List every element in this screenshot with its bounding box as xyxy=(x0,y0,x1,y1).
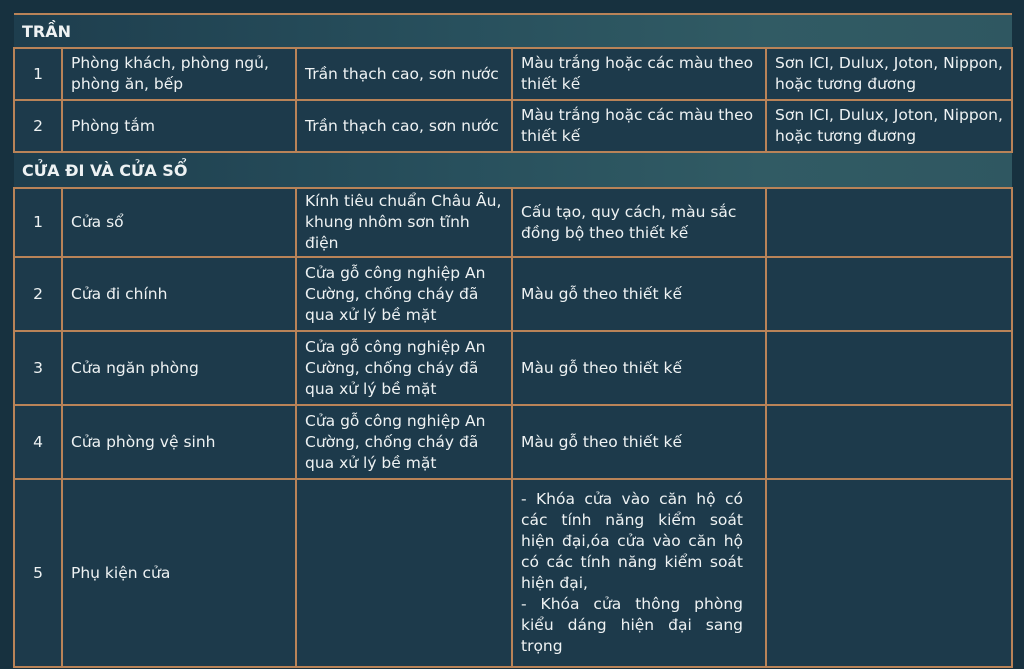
finish-cell: Màu gỗ theo thiết kế xyxy=(512,257,766,331)
row-number: 3 xyxy=(14,331,62,405)
item-cell: Cửa đi chính xyxy=(62,257,296,331)
material-cell: Trần thạch cao, sơn nước xyxy=(296,100,512,152)
finish-line: - Khóa cửa vào căn hộ có các tính năng kiểm soát hiện đại,óa cửa vào căn hộ có các tính năng kiểm soát hiện đại, xyxy=(521,490,743,592)
material-cell xyxy=(296,479,512,667)
finish-cell: Màu gỗ theo thiết kế xyxy=(512,331,766,405)
material-cell: Kính tiêu chuẩn Châu Âu, khung nhôm sơn tĩnh điện xyxy=(296,188,512,257)
item-cell: Cửa phòng vệ sinh xyxy=(62,405,296,479)
brand-cell: Sơn ICI, Dulux, Joton, Nippon, hoặc tương đương xyxy=(766,48,1012,100)
brand-cell xyxy=(766,479,1012,667)
item-cell: Phòng khách, phòng ngủ, phòng ăn, bếp xyxy=(62,48,296,100)
spec-table xyxy=(13,13,1013,668)
finish-line: - Khóa cửa thông phòng kiểu dáng hiện đại sang trọng xyxy=(521,595,743,655)
table-row xyxy=(14,188,1012,257)
row-number: 2 xyxy=(14,257,62,331)
section-header-ceiling xyxy=(14,14,1012,48)
section-title: CỬA ĐI VÀ CỬA SỔ xyxy=(14,152,1012,188)
brand-cell xyxy=(766,257,1012,331)
item-cell: Phòng tắm xyxy=(62,100,296,152)
table-row xyxy=(14,405,1012,479)
table-row xyxy=(14,479,1012,667)
table-row xyxy=(14,331,1012,405)
brand-cell xyxy=(766,331,1012,405)
brand-cell xyxy=(766,188,1012,257)
row-number: 4 xyxy=(14,405,62,479)
table-row xyxy=(14,100,1012,152)
finish-cell: Màu trắng hoặc các màu theo thiết kế xyxy=(512,48,766,100)
brand-cell xyxy=(766,405,1012,479)
row-number: 1 xyxy=(14,48,62,100)
section-header-doors-windows xyxy=(14,152,1012,188)
section-title: TRẦN xyxy=(14,14,1012,48)
item-cell: Cửa ngăn phòng xyxy=(62,331,296,405)
finish-cell: Màu gỗ theo thiết kế xyxy=(512,405,766,479)
spec-table-container xyxy=(13,13,1011,655)
item-cell: Phụ kiện cửa xyxy=(62,479,296,667)
table-row xyxy=(14,48,1012,100)
finish-cell: Cấu tạo, quy cách, màu sắc đồng bộ theo thiết kế xyxy=(512,188,766,257)
row-number: 2 xyxy=(14,100,62,152)
material-cell: Cửa gỗ công nghiệp An Cường, chống cháy đã qua xử lý bề mặt xyxy=(296,257,512,331)
brand-cell: Sơn ICI, Dulux, Joton, Nippon, hoặc tương đương xyxy=(766,100,1012,152)
finish-cell: Màu trắng hoặc các màu theo thiết kế xyxy=(512,100,766,152)
row-number: 1 xyxy=(14,188,62,257)
row-number: 5 xyxy=(14,479,62,667)
item-cell: Cửa sổ xyxy=(62,188,296,257)
table-row xyxy=(14,257,1012,331)
material-cell: Trần thạch cao, sơn nước xyxy=(296,48,512,100)
finish-cell xyxy=(512,479,766,667)
material-cell: Cửa gỗ công nghiệp An Cường, chống cháy đã qua xử lý bề mặt xyxy=(296,331,512,405)
material-cell: Cửa gỗ công nghiệp An Cường, chống cháy đã qua xử lý bề mặt xyxy=(296,405,512,479)
